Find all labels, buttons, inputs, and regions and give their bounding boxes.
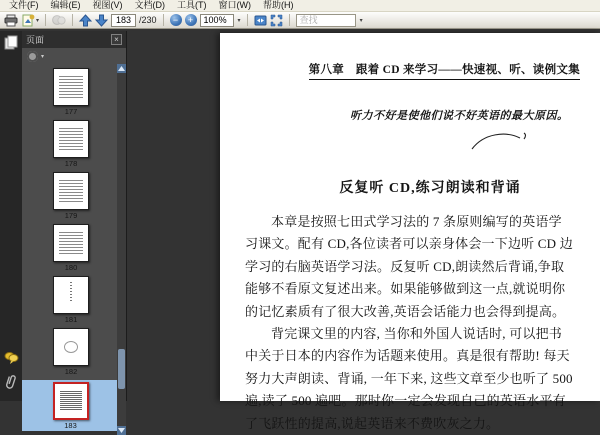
zoom-in-button[interactable]: + — [185, 14, 197, 26]
thumbnail-image[interactable] — [53, 276, 89, 314]
previous-view-icon — [52, 14, 66, 27]
zoom-caret-icon[interactable]: ▾ — [237, 17, 241, 24]
zoom-level-select[interactable] — [200, 14, 234, 27]
scroll-down-icon — [118, 428, 125, 433]
sidebar-scrollbar[interactable] — [117, 64, 126, 435]
toolbar-separator — [163, 14, 164, 26]
fit-page-icon — [270, 14, 283, 27]
export-caret-icon[interactable]: ▾ — [36, 17, 40, 24]
paperclip-icon — [4, 373, 17, 390]
text-line: 本章是按照七田式学习法的 7 条原则编写的英语学 — [271, 214, 562, 229]
scroll-down-button[interactable] — [117, 426, 126, 435]
text-line: 学习的右脑英语学习法。反复听 CD,朗读然后背诵,争取 — [245, 258, 565, 274]
thumbnail-image[interactable] — [53, 68, 89, 106]
panel-toolbar — [22, 48, 126, 64]
thumbnail-page-number: 183 — [64, 421, 77, 430]
panel-title: 页面 — [26, 35, 45, 45]
toolbar-separator — [289, 14, 290, 26]
zoom-out-button[interactable]: − — [170, 14, 182, 26]
comments-panel-button[interactable] — [4, 351, 19, 369]
menu-item[interactable]: 窗口(W) — [218, 0, 251, 10]
panel-options-caret-icon[interactable]: ▾ — [41, 53, 45, 60]
thumbnail-page-number: 178 — [64, 159, 78, 168]
menu-bar — [0, 0, 600, 12]
thumbnail-page-number: 182 — [64, 367, 78, 376]
thumbnail-image[interactable] — [53, 382, 89, 420]
paragraph-1 — [245, 211, 581, 323]
text-line: 的记忆素质有了很大改善,英语会话能力也会得到提高。 — [245, 303, 566, 319]
navigation-strip — [0, 31, 22, 401]
text-line: 了飞跃性的提高,说起英语来不费吹灰之力。 — [245, 415, 500, 431]
toolbar-separator — [247, 14, 248, 26]
thumbnail-image[interactable] — [53, 224, 89, 262]
scrollbar-thumb[interactable] — [118, 349, 125, 389]
printer-icon — [4, 14, 18, 27]
scroll-up-button[interactable] — [117, 64, 126, 73]
search-caret-icon[interactable]: ▾ — [359, 17, 363, 24]
chapter-header-text: 第八章 跟着 CD 来学习——快速视、听、读例文集 — [309, 61, 580, 80]
main-area — [0, 31, 600, 431]
thumbnail-page-number: 179 — [64, 211, 78, 220]
thumbnail-image[interactable] — [53, 172, 89, 210]
document-page — [220, 33, 600, 431]
pages-panel-button[interactable] — [4, 35, 18, 55]
export-icon — [21, 14, 35, 27]
arrow-up-icon — [79, 14, 92, 27]
menu-item[interactable]: 编辑(E) — [50, 0, 81, 10]
menu-item[interactable]: 视图(V) — [92, 0, 123, 10]
next-page-button[interactable] — [95, 13, 108, 28]
pages-sidebar — [22, 31, 127, 430]
page-total-label: /230 — [139, 15, 157, 25]
search-input[interactable] — [296, 14, 356, 27]
thumbnail-page-number: 181 — [64, 315, 78, 324]
previous-view-button[interactable] — [52, 13, 66, 28]
pages-icon — [4, 35, 18, 50]
document-body — [245, 211, 581, 435]
page-number-input[interactable] — [111, 14, 136, 27]
text-line: 遍,读了 500 遍吧。那时你一定会发现自己的英语水平有 — [245, 393, 566, 409]
menu-item[interactable]: 文档(D) — [134, 0, 165, 10]
page-thumbnail[interactable] — [22, 380, 119, 431]
page-thumbnail[interactable] — [28, 224, 114, 272]
scroll-up-icon — [118, 66, 125, 71]
text-line: 中关于日本的内容作为话题来使用。真是很有帮助! 每天 — [245, 348, 570, 364]
page-thumbnail[interactable] — [28, 328, 114, 376]
page-thumbnail[interactable] — [28, 172, 114, 220]
menu-item[interactable]: 文件(F) — [9, 0, 39, 10]
print-button[interactable] — [4, 13, 18, 28]
thumbnail-image[interactable] — [53, 328, 89, 366]
menu-item[interactable]: 帮助(H) — [263, 0, 294, 10]
thumbnail-page-number: 177 — [64, 107, 78, 116]
panel-close-button[interactable]: × — [111, 34, 122, 45]
thumbnail-list — [22, 64, 126, 435]
section-title: 反复听 CD,练习朗读和背诵 — [339, 181, 521, 196]
text-line: 背完课文里的内容, 当你和外国人说话时, 可以把书 — [271, 325, 563, 341]
thumbnail-image[interactable] — [53, 120, 89, 158]
toolbar — [0, 12, 600, 29]
text-line: 努力大声朗读、背诵, 一年下来, 这些文章至少也听了 500 — [245, 370, 573, 386]
paragraph-2 — [245, 323, 581, 435]
toolbar-separator — [72, 14, 73, 26]
comments-icon — [4, 351, 19, 364]
page-thumbnail[interactable] — [28, 120, 114, 168]
chapter-quote: 听力不好是使他们说不好英语的最大原因。 — [350, 110, 569, 122]
thumbnail-page-number: 180 — [64, 263, 78, 272]
page-thumbnail[interactable] — [28, 276, 114, 324]
page-thumbnail[interactable] — [28, 68, 114, 116]
menu-item[interactable]: 工具(T) — [177, 0, 207, 10]
fit-width-icon — [254, 14, 267, 27]
toolbar-separator — [45, 14, 46, 26]
decorative-flourish — [470, 129, 536, 155]
fit-page-button[interactable] — [270, 13, 283, 28]
fit-width-button[interactable] — [254, 13, 267, 28]
attachments-panel-button[interactable] — [4, 373, 17, 395]
previous-page-button[interactable] — [79, 13, 92, 28]
export-button[interactable] — [21, 13, 39, 28]
panel-header — [22, 31, 126, 48]
zoom-level-value: 100% — [203, 15, 227, 25]
arrow-down-icon — [95, 14, 108, 27]
text-line: 能够不看原文复述出来。如果能够做到这一点,就说明你 — [245, 281, 566, 297]
chapter-header — [245, 60, 580, 80]
text-line: 习课文。配有 CD,各位读者可以亲身体会一下边听 CD 边 — [245, 236, 573, 252]
document-viewer[interactable] — [127, 31, 600, 431]
panel-options-gear-icon[interactable] — [27, 51, 38, 62]
